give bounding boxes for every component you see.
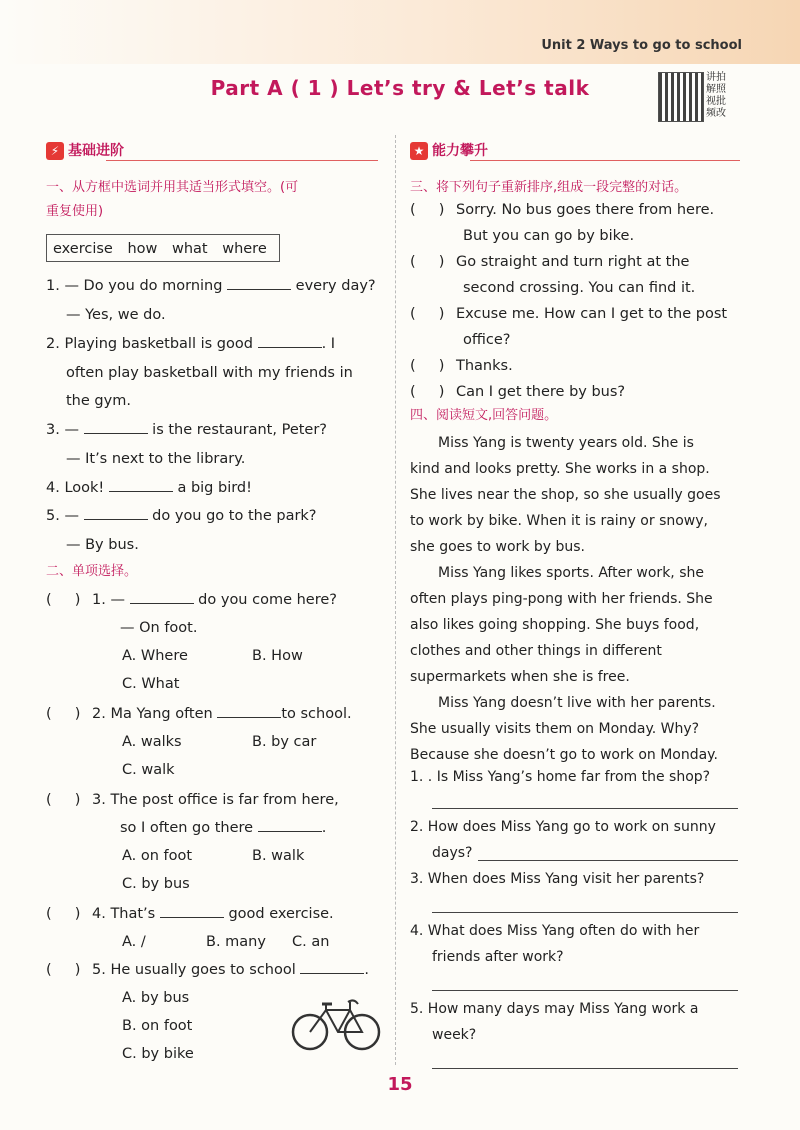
order-s1-line2: But you can go by bike. [463, 228, 635, 244]
mc-q1-option-a[interactable]: A. Where [122, 648, 188, 664]
answer-blank[interactable] [84, 419, 148, 434]
reading-q5-line2: week? [432, 1027, 477, 1043]
star-icon: ★ [410, 142, 428, 160]
reading-q1: 1. . Is Miss Yang’s home far from the shop? [410, 769, 711, 785]
mc-q4: ( ) 4. That’s good exercise. [46, 900, 391, 929]
answer-blank[interactable] [160, 903, 224, 918]
mc-q5-option-b[interactable]: B. on foot [122, 1018, 193, 1034]
mc-q4-option-a[interactable]: A. / [122, 934, 146, 950]
section-title: 能力攀升 [432, 143, 488, 159]
answer-line[interactable] [432, 1068, 738, 1069]
page-title: Part A ( 1 ) Let’s try & Let’s talk [210, 76, 590, 100]
order-s5: ( ) Can I get there by bus? [410, 384, 626, 400]
part2-heading: 二、单项选择。 [46, 564, 138, 579]
mc-q2: ( ) 2. Ma Yang often to school. [46, 700, 391, 729]
section-header-advanced [410, 140, 740, 162]
order-s2: ( ) Go straight and turn right at the [410, 254, 690, 270]
mc-q2-option-c[interactable]: C. walk [122, 762, 175, 778]
mc-q1-option-c[interactable]: C. What [122, 676, 180, 692]
unit-title: Unit 2 Ways to go to school [541, 38, 742, 53]
section-header-basic [46, 140, 378, 162]
header-band [0, 0, 800, 64]
page-number: 15 [387, 1074, 413, 1095]
mc-q3-option-c[interactable]: C. by bus [122, 876, 190, 892]
column-divider [395, 135, 396, 1065]
fill-q5: 5. — do you go to the park? — By bus. [46, 502, 386, 559]
order-s3: ( ) Excuse me. How can I get to the post [410, 306, 728, 322]
mc-q3-line2: so I often go there . [120, 814, 390, 843]
reading-q4: 4. What does Miss Yang often do with her [410, 923, 700, 939]
reading-q3: 3. When does Miss Yang visit her parents? [410, 871, 705, 887]
reading-q2-line2: days? [432, 845, 473, 861]
mc-q1-line2: — On foot. [120, 620, 198, 636]
answer-blank[interactable] [227, 275, 291, 290]
qr-caption: 讲拍 解照 视批 频改 [706, 72, 726, 119]
mc-q3-option-a[interactable]: A. on foot [122, 848, 193, 864]
mc-q5-option-a[interactable]: A. by bus [122, 990, 190, 1006]
answer-blank[interactable] [130, 589, 194, 604]
order-s3-line2: office? [463, 332, 511, 348]
answer-blank[interactable] [217, 703, 281, 718]
answer-line[interactable] [432, 990, 738, 991]
mc-q3: ( ) 3. The post office is far from here, [46, 792, 339, 808]
part4-heading: 四、阅读短文,回答问题。 [410, 408, 558, 423]
answer-blank[interactable] [84, 505, 148, 520]
mc-q1: ( ) 1. — do you come here? [46, 586, 391, 615]
reading-q4-line2: friends after work? [432, 949, 564, 965]
fill-q1: 1. — Do you do morning every day? — Yes, we do. [46, 272, 386, 329]
reading-passage: Miss Yang is twenty years old. She is kind and looks pretty. She works in a shop. She lives near the shop, so she usually goes to work by bike. When it is rainy or snowy, she goes to work by bus. Miss Yang likes sports. After work, she often plays ping-pong with her friends. She also likes going shopping. She buys food, clothes and other things in different supermarkets when she is free. Miss Yang doesn’t live with her parents. She usually visits them on Monday. Why? Because she doesn’t go to work on Monday. [410, 435, 721, 763]
lightning-icon: ⚡ [46, 142, 64, 160]
answer-blank[interactable] [258, 817, 322, 832]
fill-q3: 3. — is the restaurant, Peter? — It’s next to the library. [46, 416, 386, 473]
order-s2-line2: second crossing. You can find it. [463, 280, 696, 296]
reading-q2: 2. How does Miss Yang go to work on sunny [410, 819, 716, 835]
order-s4: ( ) Thanks. [410, 358, 513, 374]
answer-blank[interactable] [258, 333, 322, 348]
reading-q5: 5. How many days may Miss Yang work a [410, 1001, 699, 1017]
mc-q2-option-a[interactable]: A. walks [122, 734, 182, 750]
part1-heading: 一、从方框中选词并用其适当形式填空。(可 [46, 180, 299, 195]
word-box: exercise how what where [46, 234, 280, 262]
mc-q4-option-c[interactable]: C. an [292, 934, 330, 950]
answer-line[interactable] [478, 860, 738, 861]
mc-q5-option-c[interactable]: C. by bike [122, 1046, 194, 1062]
answer-blank[interactable] [300, 959, 364, 974]
answer-blank[interactable] [109, 477, 173, 492]
part3-heading: 三、将下列句子重新排序,组成一段完整的对话。 [410, 180, 688, 195]
mc-q1-option-b[interactable]: B. How [252, 648, 303, 664]
fill-q4: 4. Look! a big bird! [46, 474, 386, 503]
part1-heading-cont: 重复使用) [46, 204, 104, 219]
section-title: 基础进阶 [68, 143, 124, 159]
mc-q4-option-b[interactable]: B. many [206, 934, 266, 950]
bicycle-icon [290, 996, 382, 1052]
mc-q2-option-b[interactable]: B. by car [252, 734, 317, 750]
answer-line[interactable] [432, 808, 738, 809]
fill-q2: 2. Playing basketball is good . I often play basketball with my friends in the gym. [46, 330, 386, 416]
qr-code-icon[interactable] [658, 72, 704, 122]
answer-line[interactable] [432, 912, 738, 913]
mc-q3-option-b[interactable]: B. walk [252, 848, 305, 864]
mc-q5: ( ) 5. He usually goes to school . [46, 956, 391, 985]
order-s1: ( ) Sorry. No bus goes there from here. [410, 202, 715, 218]
